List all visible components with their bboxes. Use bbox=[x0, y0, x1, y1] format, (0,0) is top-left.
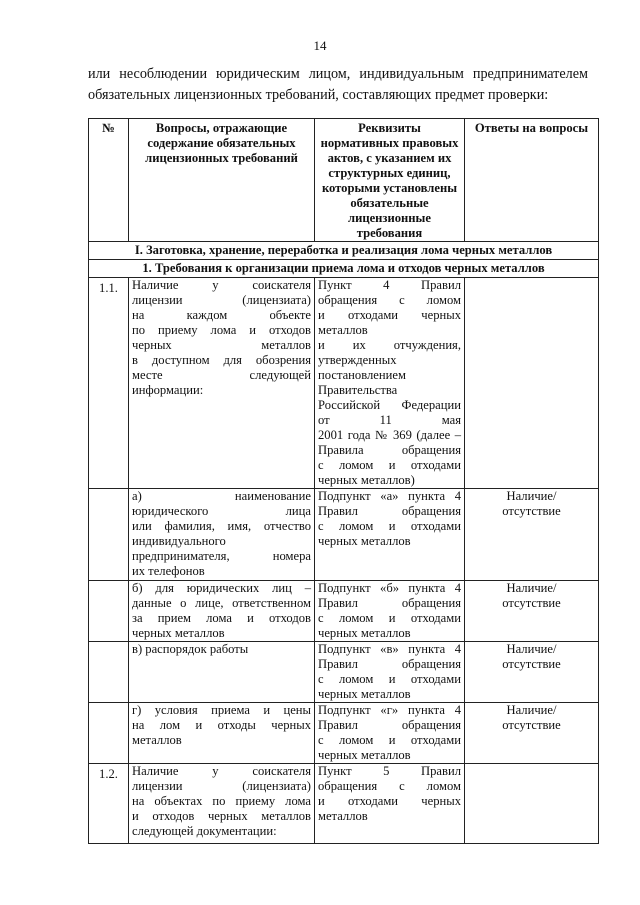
legal-reference-cell-line: с ломом и отходами bbox=[318, 611, 461, 625]
question-cell-line: юридического лица bbox=[132, 504, 311, 518]
question-cell-line: черных металлов bbox=[132, 338, 311, 352]
table-header-row bbox=[89, 119, 599, 242]
answer-cell bbox=[465, 642, 599, 703]
row-number: 1.1. bbox=[89, 278, 129, 489]
legal-reference-cell-line: Правил обращения bbox=[318, 596, 461, 610]
legal-reference-cell-line: и их отчуждения, bbox=[318, 338, 461, 352]
question-cell-line: Наличие у соискателя bbox=[132, 278, 311, 292]
table-row bbox=[89, 764, 599, 844]
subsection-row bbox=[89, 260, 599, 278]
question-cell-line: или фамилия, имя, отчество bbox=[132, 519, 311, 533]
question-cell bbox=[129, 278, 315, 489]
legal-reference-cell-line: Правил обращения bbox=[318, 718, 461, 732]
answer-cell bbox=[465, 703, 599, 764]
legal-reference-cell-line: Подпункт «б» пункта 4 bbox=[318, 581, 461, 595]
answer-cell bbox=[465, 278, 599, 489]
question-cell-line: а) наименование bbox=[132, 489, 311, 503]
legal-reference-cell-line: Правил обращения bbox=[318, 504, 461, 518]
question-cell-line: Наличие у соискателя bbox=[132, 764, 311, 778]
answer-cell-line: Наличие/ bbox=[506, 581, 557, 595]
legal-reference-cell-line: Подпункт «в» пункта 4 bbox=[318, 642, 461, 656]
answer-cell-line: отсутствие bbox=[502, 596, 561, 610]
legal-reference-cell bbox=[315, 581, 465, 642]
question-cell-line: г) условия приема и цены bbox=[132, 703, 311, 717]
question-cell-line: предпринимателя, номера bbox=[132, 549, 311, 563]
table-row bbox=[89, 489, 599, 581]
question-cell-line: их телефонов bbox=[132, 564, 205, 578]
legal-reference-cell-line: Правительства bbox=[318, 383, 398, 397]
answer-cell bbox=[465, 581, 599, 642]
question-cell bbox=[129, 764, 315, 844]
legal-reference-cell-line: Правил обращения bbox=[318, 657, 461, 671]
table-row bbox=[89, 581, 599, 642]
answer-cell-line: отсутствие bbox=[502, 657, 561, 671]
row-number bbox=[89, 703, 129, 764]
table-row bbox=[89, 703, 599, 764]
section-title: I. Заготовка, хранение, переработка и реализация лома черных металлов bbox=[89, 242, 599, 260]
header-questions: Вопросы, отражающие содержание обязательных лицензионных требований bbox=[129, 119, 315, 242]
row-number: 1.2. bbox=[89, 764, 129, 844]
legal-reference-cell-line: Правила обращения bbox=[318, 443, 461, 457]
legal-reference-cell-line: утвержденных bbox=[318, 353, 397, 367]
answer-cell bbox=[465, 764, 599, 844]
legal-reference-cell-line: и отходами черных bbox=[318, 308, 461, 322]
question-cell-line: по приему лома и отходов bbox=[132, 323, 311, 337]
question-cell-line: металлов bbox=[132, 733, 182, 747]
answer-cell-line: отсутствие bbox=[502, 504, 561, 518]
question-cell-line: лицензии (лицензиата) bbox=[132, 779, 311, 793]
answer-cell-line: Наличие/ bbox=[506, 703, 557, 717]
subsection-title: 1. Требования к организации приема лома и отходов черных металлов bbox=[89, 260, 599, 278]
row-number bbox=[89, 642, 129, 703]
question-cell-line: в) распорядок работы bbox=[132, 642, 249, 656]
row-number bbox=[89, 489, 129, 581]
question-cell bbox=[129, 642, 315, 703]
legal-reference-cell-line: черных металлов) bbox=[318, 473, 415, 487]
question-cell bbox=[129, 581, 315, 642]
row-number bbox=[89, 581, 129, 642]
legal-reference-cell-line: черных металлов bbox=[318, 626, 411, 640]
legal-reference-cell bbox=[315, 764, 465, 844]
legal-reference-cell-line: обращения с ломом bbox=[318, 293, 461, 307]
legal-reference-cell-line: Подпункт «г» пункта 4 bbox=[318, 703, 461, 717]
legal-reference-cell-line: металлов bbox=[318, 809, 368, 823]
table-row bbox=[89, 278, 599, 489]
page-number: 14 bbox=[313, 38, 327, 53]
license-checklist-table bbox=[88, 118, 599, 844]
legal-reference-cell-line: 2001 года № 369 (далее – bbox=[318, 428, 461, 442]
legal-reference-cell-line: черных металлов bbox=[318, 748, 411, 762]
answer-cell-line: отсутствие bbox=[502, 718, 561, 732]
legal-reference-cell-line: постановлением bbox=[318, 368, 406, 382]
legal-reference-cell bbox=[315, 642, 465, 703]
legal-reference-cell-line: черных металлов bbox=[318, 534, 411, 548]
legal-reference-cell-line: Пункт 4 Правил bbox=[318, 278, 461, 292]
header-number: № bbox=[89, 119, 129, 242]
legal-reference-cell bbox=[315, 278, 465, 489]
question-cell bbox=[129, 703, 315, 764]
question-cell-line: данные о лице, ответственном bbox=[132, 596, 311, 610]
legal-reference-cell bbox=[315, 489, 465, 581]
question-cell-line: б) для юридических лиц – bbox=[132, 581, 311, 595]
question-cell-line: на лом и отходы черных bbox=[132, 718, 311, 732]
legal-reference-cell-line: Подпункт «а» пункта 4 bbox=[318, 489, 461, 503]
question-cell-line: индивидуального bbox=[132, 534, 226, 548]
legal-reference-cell-line: с ломом и отходами bbox=[318, 733, 461, 747]
header-legal-references: Реквизиты нормативных правовых актов, с указанием их структурных единиц, которыми установлены обязательные лицензионные требования bbox=[315, 119, 465, 242]
header-answers: Ответы на вопросы bbox=[465, 119, 599, 242]
question-cell-line: черных металлов bbox=[132, 626, 225, 640]
intro-paragraph: или несоблюдении юридическим лицом, индивидуальным предпринимателем обязательных лицензионных требований, составляющих предмет проверки: bbox=[88, 66, 588, 103]
question-cell bbox=[129, 489, 315, 581]
legal-reference-cell-line: обращения с ломом bbox=[318, 779, 461, 793]
question-cell-line: в доступном для обозрения bbox=[132, 353, 311, 367]
question-cell-line: и отходов черных металлов bbox=[132, 809, 311, 823]
legal-reference-cell-line: и отходами черных bbox=[318, 794, 461, 808]
question-cell-line: на каждом объекте bbox=[132, 308, 311, 322]
answer-cell-line: Наличие/ bbox=[506, 489, 557, 503]
legal-reference-cell-line: Пункт 5 Правил bbox=[318, 764, 461, 778]
legal-reference-cell-line: металлов bbox=[318, 323, 368, 337]
question-cell-line: на объектах по приему лома bbox=[132, 794, 311, 808]
legal-reference-cell-line: с ломом и отходами bbox=[318, 672, 461, 686]
answer-cell-line: Наличие/ bbox=[506, 642, 557, 656]
question-cell-line: месте следующей bbox=[132, 368, 311, 382]
legal-reference-cell-line: от 11 мая bbox=[318, 413, 461, 427]
table-row bbox=[89, 642, 599, 703]
legal-reference-cell bbox=[315, 703, 465, 764]
legal-reference-cell-line: черных металлов bbox=[318, 687, 411, 701]
answer-cell bbox=[465, 489, 599, 581]
question-cell-line: за прием лома и отходов bbox=[132, 611, 311, 625]
legal-reference-cell-line: с ломом и отходами bbox=[318, 519, 461, 533]
question-cell-line: следующей документации: bbox=[132, 824, 277, 838]
section-row bbox=[89, 242, 599, 260]
question-cell-line: лицензии (лицензиата) bbox=[132, 293, 311, 307]
legal-reference-cell-line: с ломом и отходами bbox=[318, 458, 461, 472]
legal-reference-cell-line: Российской Федерации bbox=[318, 398, 461, 412]
question-cell-line: информации: bbox=[132, 383, 204, 397]
